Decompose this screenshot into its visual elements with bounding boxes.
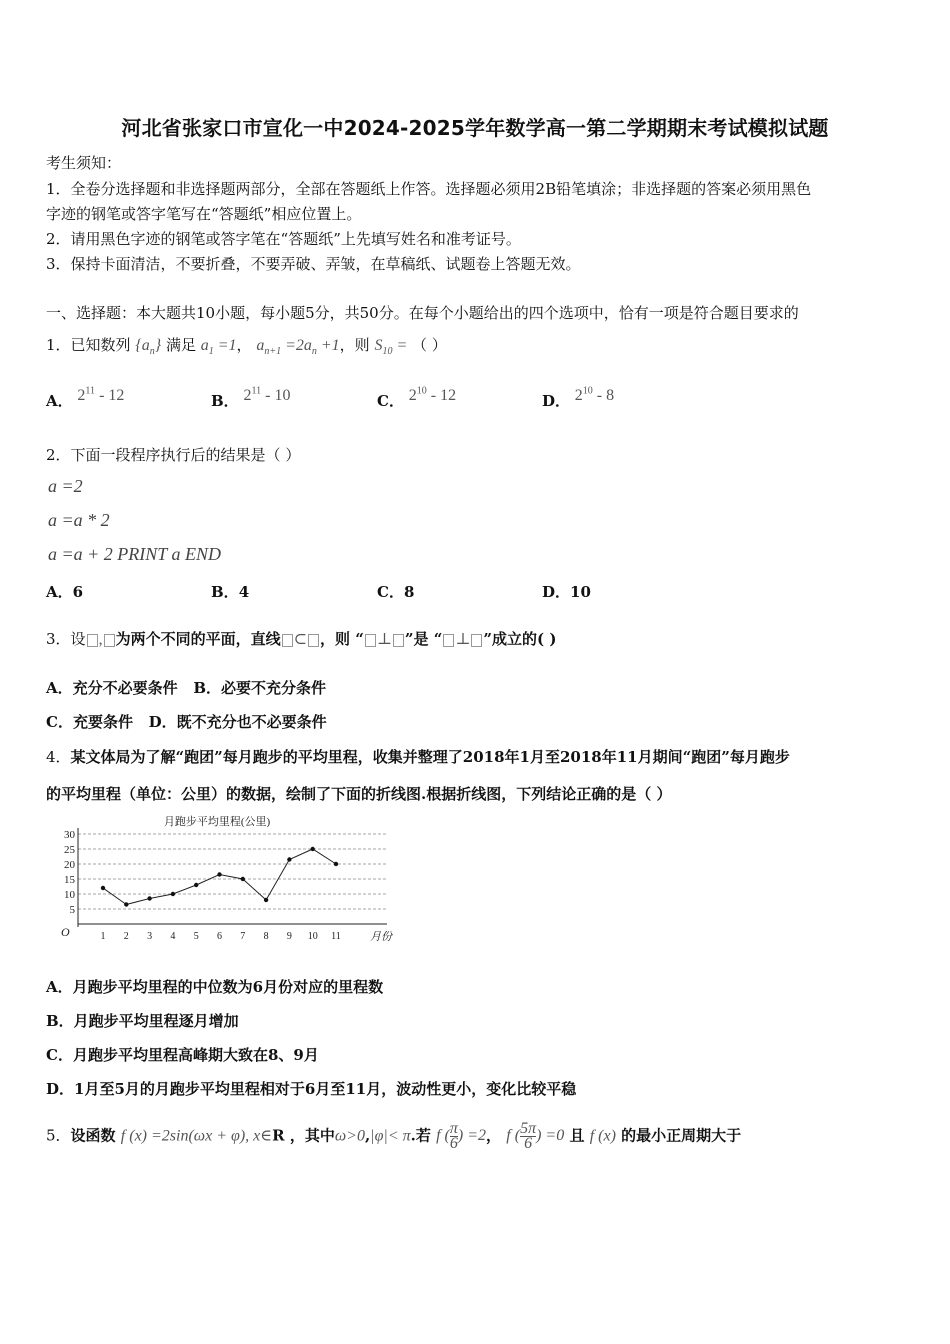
q4-option-c[interactable]: C．月跑步平均里程高峰期大致在8、9月	[46, 1046, 319, 1064]
notice-item-3: 3．保持卡面清洁，不要折叠，不要弄破、弄皱，在草稿纸、试题卷上答题无效。	[46, 255, 581, 273]
q3-option-b[interactable]: B．必要不充分条件	[193, 679, 326, 697]
running-distance-chart	[52, 812, 402, 947]
q1-option-c[interactable]: C． $2^{10} - 12$	[377, 385, 457, 410]
q4-option-a[interactable]: A．月跑步平均里程的中位数为6月份对应的里程数	[46, 978, 384, 996]
perp-symbol: ⊥	[455, 631, 471, 648]
q3-text-5: ”成立的( )	[483, 630, 557, 648]
q3-text-2: 为两个不同的平面，直线	[115, 630, 281, 648]
chart-origin-label: O	[61, 925, 70, 939]
data-point	[334, 862, 338, 866]
page-title: 河北省张家口市宣化一中2024-2025学年数学高一第二学期期末考试模拟试题	[121, 116, 829, 140]
alpha-placeholder-icon	[87, 634, 98, 647]
x-tick-label: 10	[307, 931, 318, 942]
q5-fx: f (x)	[589, 1127, 616, 1145]
q3-option-c[interactable]: C．充要条件	[46, 713, 133, 731]
data-point	[124, 902, 128, 906]
q1-paren: （ ）	[412, 336, 447, 354]
placeholder-icon	[471, 634, 482, 647]
q1-number: 1．	[46, 336, 71, 354]
q3-text-4: ”是 “	[404, 630, 443, 648]
q2-code-line-3: a =a + 2 PRINT a END	[48, 544, 221, 564]
q5-function: f (x) =2sin(ωx + φ)	[120, 1127, 246, 1145]
y-tick-label: 5	[69, 904, 75, 916]
placeholder-icon	[365, 634, 376, 647]
x-tick-label: 2	[123, 931, 129, 942]
q1-text-3: ，则	[339, 336, 370, 354]
q3-number: 3．	[46, 630, 71, 648]
question-4-line-2: 的平均里程（单位：公里）的数据，绘制了下面的折线图.根据折线图，下列结论正确的是（ ）	[46, 785, 672, 803]
question-4-line-1	[46, 746, 790, 767]
q1-s10: $S_{10}$ =	[374, 337, 408, 358]
plane-placeholder-icon	[308, 634, 319, 647]
q2-code-line-1: a =2	[48, 476, 83, 496]
x-tick-label: 8	[263, 931, 269, 942]
x-tick-label: 9	[286, 931, 292, 942]
q2-code-line-2: a =a * 2	[48, 510, 110, 530]
q5-comma-2: ，	[486, 1126, 502, 1145]
q5-condition-2: f ( $\frac{5\pi}{6}$ ) =0	[506, 1120, 565, 1152]
q5-phi: |φ|< π	[370, 1127, 411, 1145]
notice-heading: 考生须知：	[46, 154, 122, 172]
q5-text-1: 设函数	[70, 1126, 116, 1145]
q5-domain: , x∈	[245, 1127, 273, 1145]
data-point	[171, 892, 175, 896]
x-tick-label: 6	[217, 931, 222, 942]
notice-item-1a: 1．全卷分选择题和非选择题两部分，全部在答题纸上作答。选择题必须用2B铅笔填涂；非选择题的答案必须用黑色	[46, 180, 812, 198]
notice-item-1b: 字迹的钢笔或答字笔写在“答题纸”相应位置上。	[46, 205, 362, 223]
y-tick-label: 25	[64, 844, 75, 856]
q3-options-row-2	[46, 711, 327, 732]
q1-recurrence: $a_{n+1} =2a_n +1$	[256, 337, 340, 358]
chart-x-ticks	[101, 931, 341, 942]
q5-comma: ,	[364, 1126, 371, 1145]
question-5	[46, 1122, 741, 1162]
q4-number: 4．	[46, 748, 71, 766]
subset-symbol: ⊂	[293, 631, 307, 648]
chart-title: 月跑步平均里程(公里)	[163, 816, 271, 828]
x-tick-label: 3	[147, 931, 153, 942]
q5-text-2: ，其中	[289, 1126, 335, 1145]
q2-option-b[interactable]: B．4	[211, 583, 250, 601]
q1-comma: ，	[236, 336, 252, 354]
q5-text-5: 的最小正周期大于	[621, 1126, 742, 1145]
q3-options-row-1	[46, 677, 326, 698]
chart-series-line	[103, 849, 336, 905]
chart-grid	[78, 834, 387, 909]
y-tick-label: 20	[64, 859, 75, 871]
q2-option-d[interactable]: D．10	[542, 583, 591, 601]
q2-text: 下面一段程序执行后的结果是（ ）	[70, 446, 301, 464]
chart-y-ticks	[64, 829, 76, 916]
data-point	[147, 896, 151, 900]
q1-text-2: 满足	[165, 336, 196, 354]
data-point	[311, 847, 315, 851]
chart-x-label: 月份	[370, 931, 392, 943]
q2-option-a[interactable]: A．6	[46, 583, 84, 601]
y-tick-label: 10	[64, 889, 75, 901]
q3-option-d[interactable]: D．既不充分也不必要条件	[148, 713, 327, 731]
x-tick-label: 7	[240, 931, 246, 942]
q4-option-d[interactable]: D．1月至5月的月跑步平均里程相对于6月至11月，波动性更小，变化比较平稳	[46, 1080, 577, 1098]
q1-a1: $a_1 =1$	[200, 337, 237, 358]
question-2	[46, 444, 300, 465]
q2-number: 2．	[46, 446, 71, 464]
data-point	[264, 898, 268, 902]
q1-option-d[interactable]: D． $2^{10} - 8$	[542, 385, 615, 410]
placeholder-icon	[393, 634, 404, 647]
q5-number: 5．	[46, 1126, 71, 1145]
q3-option-a[interactable]: A．充分不必要条件	[46, 679, 178, 697]
q5-reals: R	[272, 1126, 285, 1145]
section-heading: 一、选择题：本大题共10小题，每小题5分，共50分。在每个小题给出的四个选项中，恰有一项是符合题目要求的	[46, 304, 799, 322]
q3-text-3: ，则 “	[319, 630, 364, 648]
q4-option-b[interactable]: B．月跑步平均里程逐月增加	[46, 1012, 239, 1030]
y-tick-label: 30	[64, 829, 75, 841]
chart-points	[101, 847, 338, 907]
x-tick-label: 5	[193, 931, 199, 942]
q1-option-a[interactable]: A． $2^{11} - 12$	[46, 385, 125, 410]
perp-symbol: ⊥	[376, 631, 392, 648]
question-3: 3．设 , 为两个不同的平面，直线 ⊂ ，则 “ ⊥ ”是 “ ⊥ ”成立的( )	[46, 630, 557, 648]
q3-text-1: 设	[70, 630, 86, 648]
q1-text-1: 已知数列	[70, 336, 131, 354]
data-point	[217, 872, 221, 876]
q4-text-1: 某文体局为了解“跑团”每月跑步的平均里程，收集并整理了2018年1月至2018年11月期间“跑团”每月跑步	[70, 748, 790, 766]
placeholder-icon	[443, 634, 454, 647]
line-placeholder-icon	[282, 634, 293, 647]
data-point	[194, 883, 198, 887]
data-point	[101, 886, 105, 890]
q5-text-4: 且	[569, 1126, 585, 1145]
q1-seq: $\{a_n\}$	[135, 337, 162, 358]
q1-option-b[interactable]: B． $2^{11} - 10$	[211, 385, 291, 410]
beta-placeholder-icon	[104, 634, 115, 647]
x-tick-label: 4	[170, 931, 176, 942]
q5-condition-1: f ( $\frac{\pi}{6}$ ) =2	[436, 1120, 487, 1152]
y-tick-label: 15	[64, 874, 75, 886]
q5-omega: ω>0	[334, 1127, 365, 1145]
question-1	[46, 334, 447, 357]
q2-option-c[interactable]: C．8	[377, 583, 415, 601]
q5-text-3: .若	[410, 1126, 431, 1145]
x-tick-label: 1	[100, 931, 106, 942]
data-point	[287, 857, 291, 861]
notice-item-2: 2．请用黑色字迹的钢笔或答字笔在“答题纸”上先填写姓名和准考证号。	[46, 230, 521, 248]
x-tick-label: 11	[331, 931, 341, 942]
data-point	[241, 877, 245, 881]
